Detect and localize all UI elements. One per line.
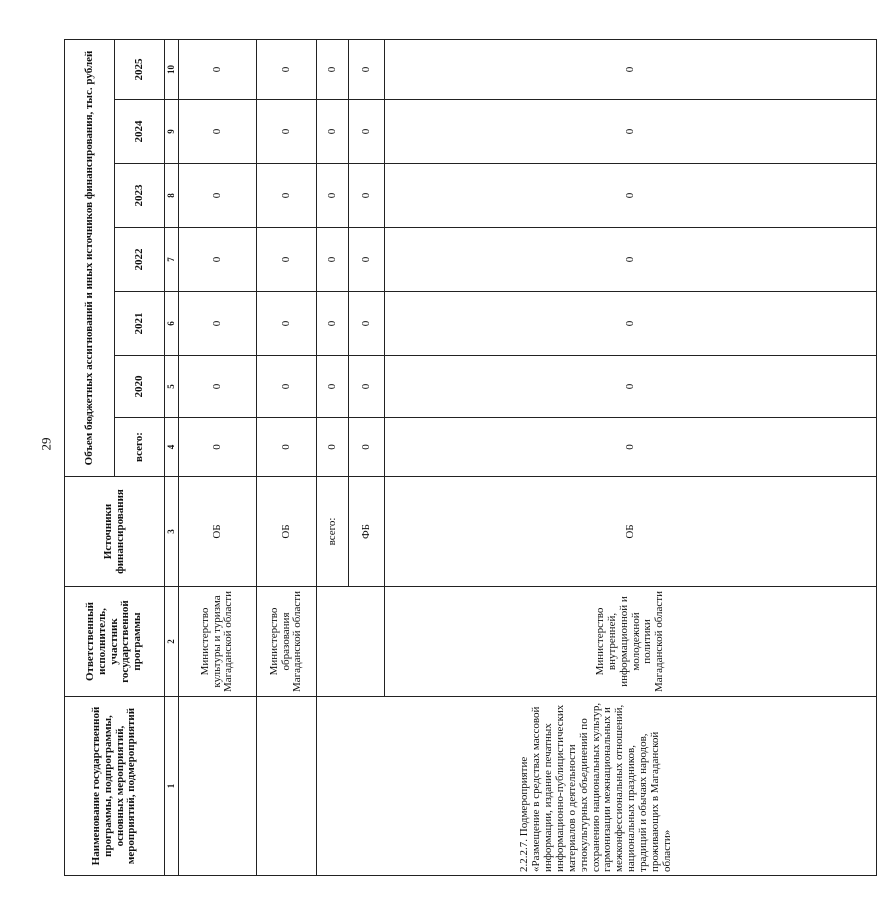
row-value: 0 bbox=[349, 356, 385, 418]
row-value: 0 bbox=[257, 100, 317, 164]
col-number: 4 bbox=[165, 418, 179, 477]
col-number: 6 bbox=[165, 292, 179, 356]
header-year: 2022 bbox=[115, 228, 165, 292]
col-number: 9 bbox=[165, 100, 179, 164]
row-value: 0 bbox=[349, 164, 385, 228]
row-name: 2.2.2.7. Подмероприятие «Размещение в средствах массовой информации, издание печатных информационно-публицистических материалов о деятельности этнокультурных объединений по сохранению национальных культур, гармонизации межнациональных и межконфессиональных отношений, национальных праздников, традиций и обычаях народов, проживающих в Магаданской области» bbox=[317, 697, 877, 876]
row-value: 0 bbox=[317, 164, 349, 228]
column-number-row bbox=[165, 39, 179, 875]
row-source: ФБ bbox=[349, 477, 385, 587]
row-value: 0 bbox=[179, 100, 257, 164]
row-value: 0 bbox=[385, 39, 877, 99]
row-value: 0 bbox=[317, 100, 349, 164]
col-number: 10 bbox=[165, 39, 179, 99]
row-value: 0 bbox=[179, 228, 257, 292]
rotated-table-container bbox=[64, 40, 876, 876]
row-value: 0 bbox=[349, 228, 385, 292]
row-value: 0 bbox=[179, 356, 257, 418]
row-source: ОБ bbox=[385, 477, 877, 587]
page-number: 29 bbox=[38, 437, 54, 451]
row-value: 0 bbox=[385, 100, 877, 164]
header-funding-group: Объем бюджетных ассигнований и иных источников финансирования, тыс. рублей bbox=[65, 39, 115, 476]
header-executor: Ответственный исполнитель, участник государственной программы bbox=[65, 587, 165, 697]
row-source: всего: bbox=[317, 477, 349, 587]
row-source: ОБ bbox=[257, 477, 317, 587]
row-value: 0 bbox=[257, 292, 317, 356]
col-number: 7 bbox=[165, 228, 179, 292]
row-source: ОБ bbox=[179, 477, 257, 587]
row-value: 0 bbox=[179, 164, 257, 228]
row-value: 0 bbox=[385, 356, 877, 418]
row-value: 0 bbox=[349, 100, 385, 164]
row-executor: Министерство внутренней, информационной и молодежной политики Магаданской области bbox=[385, 587, 877, 697]
table-row bbox=[257, 39, 317, 875]
row-name bbox=[257, 697, 317, 876]
row-value: 0 bbox=[257, 39, 317, 99]
row-value: 0 bbox=[317, 39, 349, 99]
row-value: 0 bbox=[317, 418, 349, 477]
row-value: 0 bbox=[179, 292, 257, 356]
row-value: 0 bbox=[317, 228, 349, 292]
row-executor bbox=[317, 587, 385, 697]
row-value: 0 bbox=[317, 356, 349, 418]
row-value: 0 bbox=[349, 39, 385, 99]
header-name: Наименование государственной программы, подпрограммы, основных мероприятий, мероприятий, подмероприятий bbox=[65, 697, 165, 876]
header-total: всего: bbox=[115, 418, 165, 477]
row-value: 0 bbox=[385, 418, 877, 477]
row-executor: Министерство образования Магаданской области bbox=[257, 587, 317, 697]
row-value: 0 bbox=[179, 39, 257, 99]
row-value: 0 bbox=[257, 164, 317, 228]
header-year: 2025 bbox=[115, 39, 165, 99]
col-number: 3 bbox=[165, 477, 179, 587]
row-value: 0 bbox=[349, 418, 385, 477]
row-value: 0 bbox=[257, 418, 317, 477]
table-row bbox=[317, 39, 349, 875]
col-number: 8 bbox=[165, 164, 179, 228]
col-number: 1 bbox=[165, 697, 179, 876]
row-value: 0 bbox=[385, 164, 877, 228]
row-value: 0 bbox=[385, 292, 877, 356]
header-year: 2024 bbox=[115, 100, 165, 164]
col-number: 5 bbox=[165, 356, 179, 418]
funding-table bbox=[64, 39, 877, 876]
header-source: Источники финансирования bbox=[65, 477, 165, 587]
row-value: 0 bbox=[349, 292, 385, 356]
row-value: 0 bbox=[257, 356, 317, 418]
row-executor: Министерство культуры и туризма Магаданской области bbox=[179, 587, 257, 697]
row-value: 0 bbox=[257, 228, 317, 292]
row-value: 0 bbox=[317, 292, 349, 356]
col-number: 2 bbox=[165, 587, 179, 697]
header-year: 2021 bbox=[115, 292, 165, 356]
table-row bbox=[179, 39, 257, 875]
header-year: 2023 bbox=[115, 164, 165, 228]
header-year: 2020 bbox=[115, 356, 165, 418]
row-name bbox=[179, 697, 257, 876]
row-value: 0 bbox=[385, 228, 877, 292]
row-value: 0 bbox=[179, 418, 257, 477]
